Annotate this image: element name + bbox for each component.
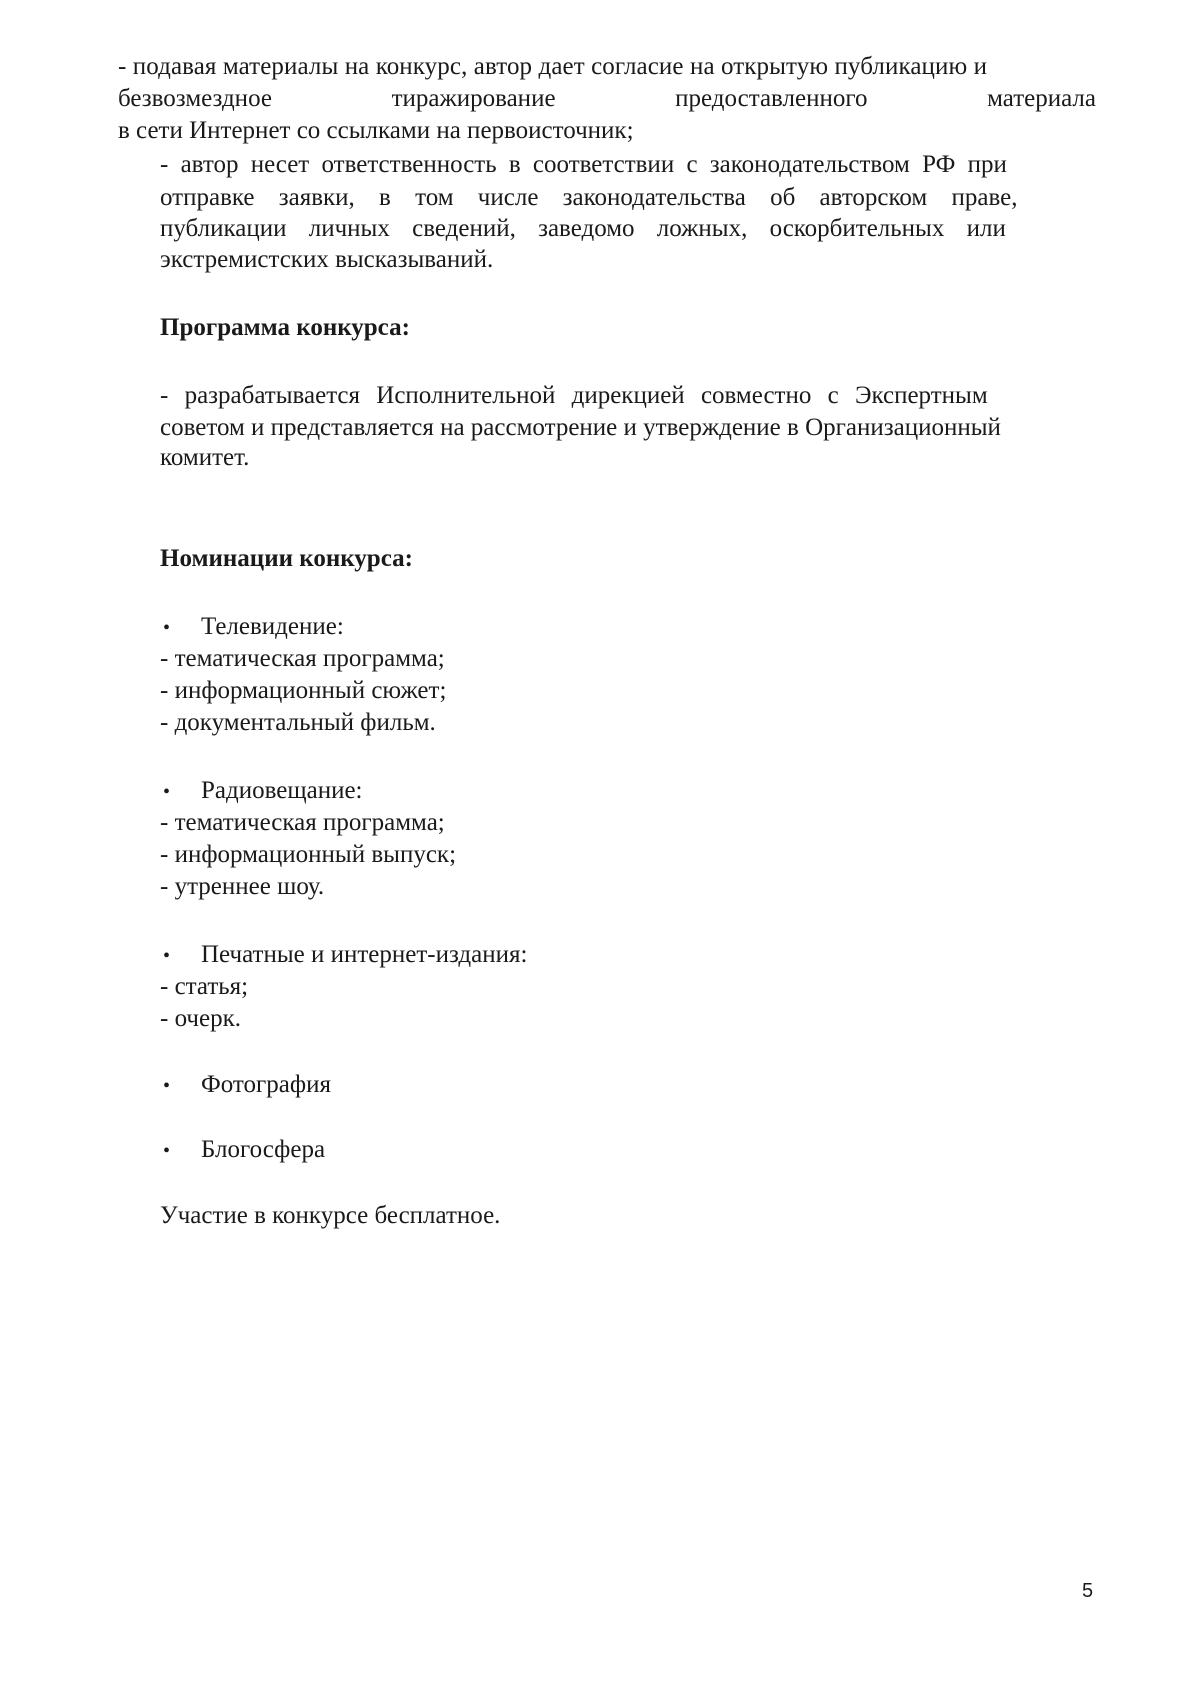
list-item: - информационный сюжет; — [160, 677, 447, 704]
nomination-title: Радиовещание: — [201, 777, 363, 804]
participation-note: Участие в конкурсе бесплатное. — [160, 1202, 501, 1229]
program-line-1: - разрабатывается Исполнительной дирекцией совместно с Экспертным — [160, 382, 988, 409]
list-item: - статья; — [160, 973, 249, 1000]
nomination-print — [163, 940, 527, 971]
list-item: - тематическая программа; — [160, 645, 445, 672]
paragraph-2-line-4: экстремистских высказываний. — [160, 246, 494, 273]
nomination-tv — [163, 612, 344, 643]
bullet-icon: • — [163, 945, 171, 967]
nomination-photo — [163, 1070, 331, 1101]
word: безвозмездное — [118, 85, 272, 112]
nomination-title: Блогосфера — [201, 1136, 326, 1163]
bullet-icon: • — [163, 781, 171, 803]
paragraph-1-line-1: - подавая материалы на конкурс, автор дает согласие на открытую публикацию и — [118, 53, 988, 80]
list-item: - документальный фильм. — [160, 709, 436, 736]
list-item: - очерк. — [160, 1005, 241, 1032]
paragraph-1-line-3: в сети Интернет со ссылками на первоисточник; — [118, 117, 634, 144]
word: тиражирование — [391, 85, 556, 112]
list-item: - тематическая программа; — [160, 809, 445, 836]
program-line-2: советом и представляется на рассмотрение и утверждение в Организационный — [160, 414, 1001, 441]
nomination-title: Фотография — [201, 1071, 331, 1098]
paragraph-2-line-3: публикации личных сведений, заведомо ложных, оскорбительных или — [160, 215, 1006, 242]
word: материала — [987, 85, 1096, 112]
paragraph-2-line-2: отправке заявки, в том числе законодательства об авторском праве, — [160, 184, 1018, 211]
nomination-radio — [163, 776, 363, 807]
bullet-icon: • — [163, 1075, 171, 1097]
program-line-3: комитет. — [160, 444, 250, 471]
nomination-blog — [163, 1135, 325, 1166]
nominations-heading: Номинации конкурса: — [160, 545, 413, 572]
nomination-title: Печатные и интернет-издания: — [201, 941, 528, 968]
bullet-icon: • — [163, 617, 171, 639]
word: предоставленного — [675, 85, 868, 112]
paragraph-2-line-1: - автор несет ответственность в соответствии с законодательством РФ при — [160, 151, 1007, 178]
list-item: - информационный выпуск; — [160, 841, 457, 868]
bullet-icon: • — [163, 1140, 171, 1162]
paragraph-1-line-2 — [118, 84, 1096, 114]
program-heading: Программа конкурса: — [160, 314, 410, 341]
nomination-title: Телевидение: — [201, 613, 344, 640]
list-item: - утреннее шоу. — [160, 873, 325, 900]
page-number: 5 — [1082, 1580, 1094, 1602]
